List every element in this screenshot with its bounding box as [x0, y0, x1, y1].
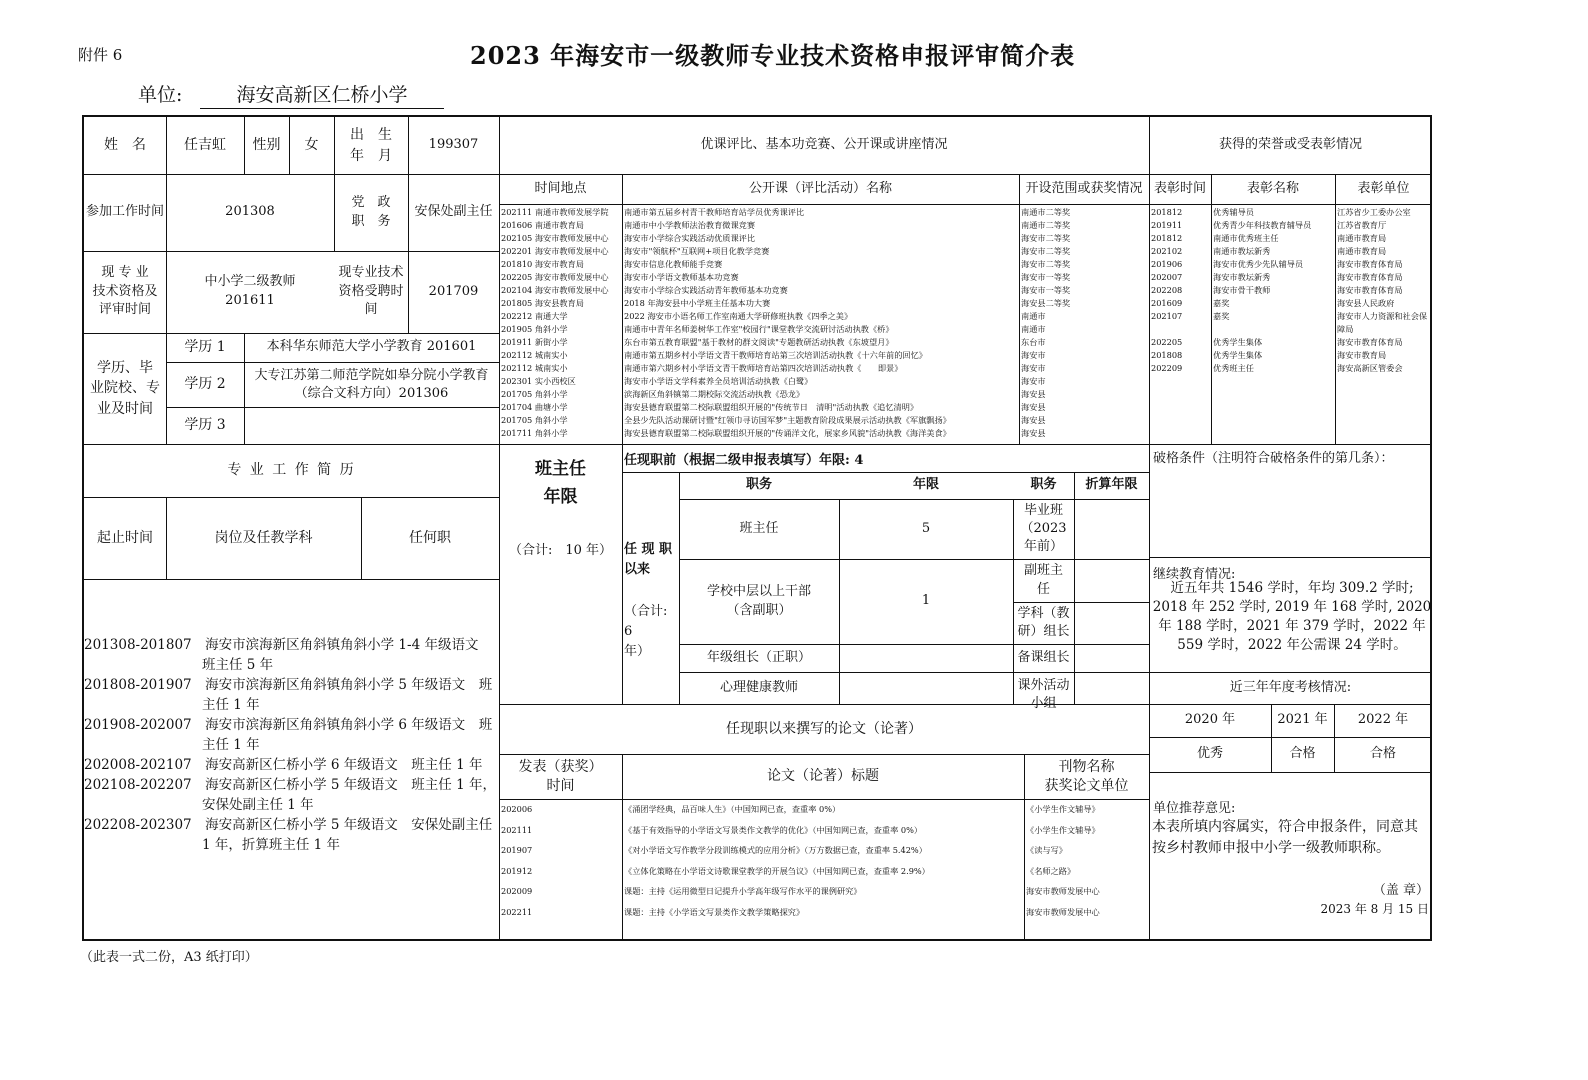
- honor-time: 202007: [1151, 272, 1183, 282]
- lesson-award: 南通市二等奖: [1021, 207, 1071, 217]
- lessons-title: 优课评比、基本功竞赛、公开课或讲座情况: [700, 137, 948, 153]
- education-label: 学历、毕 业院校、专 业及时间: [90, 360, 160, 417]
- lesson-award: 海安市二等奖: [1021, 246, 1071, 256]
- role-name: 学校中层以上干部 （含副职）: [706, 583, 811, 618]
- career-title: 专 业 工 作 简 历: [227, 462, 356, 479]
- honors-col-unit: 表彰单位: [1357, 180, 1410, 196]
- paper-journal: 海安市教师发展中心: [1026, 886, 1100, 896]
- lesson-name: 2022 海安市小语名师工作室南通大学研修班执教《四季之美》: [624, 311, 853, 321]
- lesson-time: 202201 海安市教师发展中心: [501, 246, 609, 256]
- conv-role-col-header: 职务: [1030, 477, 1057, 493]
- career-col-time: 起止时间: [97, 529, 153, 546]
- lesson-award: 海安市二等奖: [1021, 259, 1071, 269]
- career-col-role: 任何职: [409, 529, 451, 546]
- lesson-time: 201805 海安县教育局: [501, 298, 584, 308]
- edu3-label: 学历 3: [184, 417, 226, 434]
- appointment-value: 201709: [428, 283, 479, 299]
- birth-label: 出 生 年 月: [350, 127, 392, 164]
- honor-name: 嘉奖: [1213, 311, 1230, 321]
- honor-name: 优秀辅导员: [1213, 207, 1254, 217]
- honor-unit: 江苏省教育厅: [1337, 220, 1387, 230]
- footer-note: （此表一式二份，A3 纸打印）: [80, 950, 258, 965]
- gender-label: 性别: [252, 137, 281, 154]
- party-post-value: 安保处副主任: [414, 204, 493, 220]
- paper-time: 201912: [501, 865, 533, 876]
- appraisal-result: 合格: [1369, 746, 1396, 762]
- role-name: 心理健康教师: [719, 679, 798, 695]
- honor-time: 202107: [1151, 311, 1183, 321]
- honor-unit: 江苏省少工委办公室: [1337, 207, 1411, 217]
- honor-name: 优秀青少年科技教育辅导员: [1213, 220, 1312, 230]
- honor-time: 202205: [1151, 337, 1183, 347]
- recommendation-date: 2023 年 8 月 15 日: [1320, 902, 1429, 916]
- honor-unit: 海安市教育体育局: [1337, 272, 1403, 282]
- lesson-name: 海安市小学语文学科素养全员培训活动执教《白鹭》: [624, 376, 813, 386]
- since-label: 任 现 职 以来: [624, 542, 673, 577]
- lesson-name: 全县少先队活动课研讨暨"红领巾寻访国军梦"主题教育阶段成果展示活动执教《军旗飘扬》: [624, 415, 951, 425]
- lesson-award: 海安县: [1021, 402, 1046, 412]
- conv-role: 副班主 任: [1023, 563, 1063, 597]
- lesson-name: 海安市信息化教师能手竞赛: [624, 259, 723, 269]
- edu3-value: [244, 407, 499, 444]
- honor-time: 202102: [1151, 246, 1183, 256]
- paper-journal: 《小学生作文辅导》: [1026, 824, 1100, 835]
- paper-title: 课题：主持《小学语文写景类作文教学策略探究》: [624, 906, 805, 917]
- unit-value: 海安高新区仁桥小学: [200, 80, 444, 109]
- honor-time: 202208: [1151, 285, 1183, 295]
- edu2-label: 学历 2: [184, 376, 226, 393]
- papers-col-journal: 刊物名称 获奖论文单位: [1044, 759, 1129, 794]
- lesson-name: 海安市小学综合实践活动优质课评比: [624, 233, 756, 243]
- honors-col-name: 表彰名称: [1246, 180, 1299, 196]
- lessons-col-award: 开设范围或获奖情况: [1025, 180, 1143, 196]
- paper-time: 202006: [501, 804, 533, 814]
- lesson-award: 海安市: [1021, 350, 1046, 360]
- lessons-name-list: [624, 206, 1018, 440]
- conv-role: 毕业班 （2023 年前）: [1020, 502, 1067, 555]
- honor-time: 201808: [1151, 350, 1183, 360]
- honor-unit: 海安市人力资源和社会保障局: [1337, 311, 1428, 334]
- papers-title: 任现职以来撰写的论文（论著）: [726, 720, 922, 737]
- honor-name: 优秀班主任: [1213, 363, 1254, 373]
- lesson-name: 南通市第五届乡村青干教师培育站学员优秀课评比: [624, 207, 805, 217]
- lessons-col-time: 时间地点: [534, 180, 587, 196]
- honor-name: 南通市优秀班主任: [1213, 233, 1279, 243]
- appraisal-year: 2021 年: [1277, 712, 1328, 728]
- lesson-time: 201705 角斜小学: [501, 415, 568, 425]
- lesson-time: 201810 海安市教育局: [501, 259, 584, 269]
- lesson-name: 海安市小学综合实践活动青年教师基本功竞赛: [624, 285, 788, 295]
- lesson-time: 202212 南通大学: [501, 311, 568, 321]
- paper-journal: 《小学生作文辅导》: [1026, 804, 1100, 814]
- career-col-post: 岗位及任教学科: [214, 529, 313, 546]
- qualification-label: 现 专 业 技术资格及 评审时间: [92, 264, 158, 318]
- lesson-time: 202104 海安市教师发展中心: [501, 285, 609, 295]
- honor-unit: 海安市教育局: [1337, 350, 1387, 360]
- years-prior: 任现职前（根据二级申报表填写）年限: 4: [624, 452, 864, 468]
- lesson-award: 海安县: [1021, 428, 1046, 438]
- name-value: 任吉虹: [184, 137, 226, 154]
- conv-role: 备课组长: [1017, 649, 1070, 665]
- papers-col-time: 发表（获奖） 时间: [518, 759, 603, 794]
- honor-name: 海安市优秀少先队辅导员: [1213, 259, 1304, 269]
- honor-time: 201609: [1151, 298, 1183, 308]
- lesson-time: 202111 南通市教师发展学院: [501, 207, 609, 217]
- continuing-edu-label: 继续教育情况:: [1153, 567, 1236, 582]
- appraisal-label: 近三年年度考核情况:: [1229, 679, 1352, 695]
- paper-time: 202009: [501, 886, 533, 896]
- lesson-name: 海安市小学语文教师基本功竞赛: [624, 272, 739, 282]
- conv-years-col-header: 折算年限: [1085, 477, 1138, 493]
- unit-label: 单位:: [138, 84, 183, 106]
- appraisal-year: 2020 年: [1184, 712, 1236, 728]
- honors-title: 获得的荣誉或受表彰情况: [1218, 137, 1362, 153]
- career-entry: 202208-202307 海安高新区仁桥小学 5 年级语文 安保处副主任 1 年，折算班主任 1 年: [84, 817, 493, 853]
- recommendation-label: 单位推荐意见:: [1153, 801, 1236, 816]
- honor-name: 南通市教坛新秀: [1213, 246, 1271, 256]
- continuing-edu-text: 近五年共 1546 学时，年均 309.2 学时; 2018 年 252 学时, 2019 年 168 学时, 2020 年 188 学时，2021 年 379 学时，2022 年 559 学时，2022 年公需课 24 学时。: [1152, 580, 1432, 653]
- headteacher-title: 班主任 年限: [535, 459, 586, 507]
- seal-label: （盖 章）: [1372, 883, 1429, 898]
- lesson-award: 南通市二等奖: [1021, 220, 1071, 230]
- lesson-name: 南通市第五期乡村小学语文青干教师培育站第三次培训活动执教《十六年前的回忆》: [624, 350, 927, 360]
- lesson-award: 海安县二等奖: [1021, 298, 1071, 308]
- lesson-name: 南通市第六期乡村小学语文青干教师培育站第四次培训活动执教《 即景》: [624, 363, 903, 373]
- honor-time: 201911: [1151, 220, 1183, 230]
- lessons-col-name: 公开课（评比活动）名称: [748, 180, 892, 196]
- honor-time: 201812: [1151, 207, 1183, 217]
- lesson-time: 202301 实小西校区: [501, 376, 576, 386]
- lessons-award-list: [1021, 206, 1148, 440]
- papers-title-list: [624, 799, 1022, 922]
- honors-name-list: [1213, 206, 1334, 375]
- career-entry: 201308-201807 海安市滨海新区角斜镇角斜小学 1-4 年级语文 班主任 5 年: [84, 637, 506, 673]
- lesson-name: 滨海新区角斜镇第二期校际交流活动执教《恐龙》: [624, 389, 805, 399]
- work-start-label: 参加工作时间: [85, 204, 164, 220]
- paper-title: 《基于有效指导的小学语文写景类作文教学的优化》（中国知网已查，查重率 0%）: [624, 824, 923, 835]
- breakthrough-label: 破格条件（注明符合破格条件的第几条）：: [1153, 451, 1394, 466]
- application-table: [82, 115, 1432, 941]
- gender-value: 女: [304, 137, 319, 154]
- headteacher-total: （合计: 10 年）: [508, 543, 613, 558]
- honors-col-time: 表彰时间: [1153, 180, 1206, 196]
- lesson-time: 201911 新街小学: [501, 337, 568, 347]
- paper-title: 《立体化策略在小学语文诗歌课堂教学的开展刍议》（中国知网已查，查重率 2.9%）: [624, 865, 930, 876]
- honor-unit: 海安市教育体育局: [1337, 259, 1403, 269]
- lesson-time: 201705 角斜小学: [501, 389, 568, 399]
- appraisal-result: 优秀: [1196, 746, 1223, 762]
- role-years: 5: [921, 520, 931, 536]
- lesson-award: 南通市: [1021, 311, 1046, 321]
- paper-journal: 海安市教师发展中心: [1026, 906, 1100, 917]
- lesson-award: 海安县: [1021, 389, 1046, 399]
- lessons-time-list: [501, 206, 621, 440]
- lesson-name: 东台市第五教育联盟"基于教材的群文阅读"专题教研活动执教《东坡望月》: [624, 337, 894, 347]
- career-entries: [84, 635, 506, 855]
- lesson-time: 202205 海安市教师发展中心: [501, 272, 609, 282]
- lesson-name: 南通市中小学教师法治教育微课竞赛: [624, 220, 756, 230]
- lesson-name: 海安市"领航杯"互联网+项目化教学竞赛: [624, 246, 770, 256]
- honor-unit: 海安县人民政府: [1337, 298, 1395, 308]
- honor-time: 202209: [1151, 363, 1183, 373]
- years-col-header: 年限: [912, 477, 939, 493]
- lesson-time: 202105 海安市教师发展中心: [501, 233, 609, 243]
- lesson-award: 海安县: [1021, 415, 1046, 425]
- lesson-name: 南通市中青年名师姜树华工作室"校园行"课堂教学交流研讨活动执教《桥》: [624, 324, 894, 334]
- lesson-time: 201711 角斜小学: [501, 428, 568, 438]
- qualification-value: 中小学二级教师 201611: [204, 274, 296, 308]
- honor-name: 优秀学生集体: [1213, 337, 1263, 347]
- since-total: （合计: 6 年）: [624, 604, 668, 659]
- papers-time-list: [501, 799, 621, 922]
- paper-title: 《对小学语文写作教学分段训练模式的应用分析》（万方数据已查，查重率 5.42%）: [624, 845, 927, 855]
- paper-journal: 《名师之路》: [1026, 865, 1076, 876]
- role-name: 年级组长（正职）: [706, 649, 811, 665]
- lesson-name: 2018 年海安县中小学班主任基本功大赛: [624, 298, 771, 308]
- career-entry: 202108-202207 海安高新区仁桥小学 5 年级语文 班主任 1 年，安保处副主任 1 年: [84, 777, 496, 813]
- paper-journal: 《读与写》: [1026, 845, 1067, 855]
- honor-name: 海安市骨干教师: [1213, 285, 1271, 295]
- honor-name: 优秀学生集体: [1213, 350, 1263, 360]
- honor-time: 201906: [1151, 259, 1183, 269]
- honor-unit: 南通市教育局: [1337, 233, 1387, 243]
- appraisal-year: 2022 年: [1357, 712, 1409, 728]
- conv-role: 学科（教 研）组长: [1017, 605, 1070, 639]
- lesson-award: 海安市一等奖: [1021, 285, 1071, 295]
- role-name: 班主任: [739, 520, 779, 536]
- papers-col-title: 论文（论著）标题: [767, 768, 879, 785]
- honor-unit: 海安市教育体育局: [1337, 337, 1403, 347]
- honors-time-list: [1151, 206, 1211, 375]
- appraisal-result: 合格: [1289, 746, 1316, 762]
- role-years: 1: [921, 593, 931, 609]
- lesson-time: 201606 南通市教育局: [501, 220, 584, 230]
- career-entry: 201908-202007 海安市滨海新区角斜镇角斜小学 6 年级语文 班主任 1 年: [84, 717, 493, 753]
- lesson-time: 202112 城南实小: [501, 350, 568, 360]
- honor-time: 201812: [1151, 233, 1183, 243]
- lesson-award: 海安市二等奖: [1021, 233, 1071, 243]
- page-title: 2023 年海安市一级教师专业技术资格申报评审简介表: [470, 41, 1076, 70]
- lesson-time: 201704 曲塘小学: [501, 402, 568, 412]
- honor-unit: 海安高新区管委会: [1337, 363, 1403, 373]
- lesson-name: 海安县德育联盟第二校际联盟组织开展的"传诵洋文化，展家乡风貌"活动执教《海洋美食》: [624, 428, 951, 438]
- recommendation-text: 本表所填内容属实，符合申报条件，同意其按乡村教师申报中小学一级教师职称。: [1152, 819, 1418, 856]
- career-entry: 201808-201907 海安市滨海新区角斜镇角斜小学 5 年级语文 班主任 1 年: [84, 677, 493, 713]
- paper-title: 课题：主持《运用微型日记提升小学高年级写作水平的课例研究》: [624, 886, 862, 896]
- party-post-label: 党 政 职 务: [351, 194, 391, 229]
- paper-time: 202111: [501, 824, 533, 835]
- paper-title: 《涌团学经典，品百味人生》（中国知网已查，查重率 0%）: [624, 804, 841, 814]
- lesson-award: 海安市: [1021, 376, 1046, 386]
- birth-value: 199307: [428, 137, 479, 153]
- lesson-time: 202112 城南实小: [501, 363, 568, 373]
- paper-time: 201907: [501, 845, 533, 855]
- name-label: 姓 名: [104, 137, 146, 154]
- honor-name: 海安市教坛新秀: [1213, 272, 1271, 282]
- edu1-value: 本科华东师范大学小学教育 201601: [266, 339, 477, 355]
- honors-unit-list: [1337, 206, 1431, 375]
- edu2-value: 大专江苏第二师范学院如皋分院小学教育 （综合文科方向）201306: [254, 367, 489, 401]
- lesson-award: 南通市: [1021, 324, 1046, 334]
- conv-role: 课外活动小组: [1017, 678, 1070, 711]
- papers-journal-list: [1026, 799, 1148, 922]
- lesson-award: 海安市: [1021, 363, 1046, 373]
- lesson-name: 海安县德育联盟第二校际联盟组织开展的"传统节日 清明"活动执教《追忆清明》: [624, 402, 919, 412]
- career-entry: 202008-202107 海安高新区仁桥小学 6 年级语文 班主任 1 年: [84, 757, 483, 773]
- lesson-time: 201905 角斜小学: [501, 324, 568, 334]
- edu1-label: 学历 1: [184, 339, 226, 356]
- work-start-value: 201308: [225, 204, 275, 220]
- lesson-award: 海安市一等奖: [1021, 272, 1071, 282]
- appointment-label: 现专业技术 资格受聘时 间: [338, 264, 404, 318]
- honor-unit: 海安市教育体育局: [1337, 285, 1403, 295]
- honor-name: 嘉奖: [1213, 298, 1230, 308]
- role-col-header: 职务: [745, 477, 772, 493]
- honor-unit: 南通市教育局: [1337, 246, 1387, 256]
- paper-time: 202211: [501, 906, 533, 917]
- lesson-award: 东台市: [1021, 337, 1046, 347]
- attachment-label: 附件 6: [78, 46, 123, 64]
